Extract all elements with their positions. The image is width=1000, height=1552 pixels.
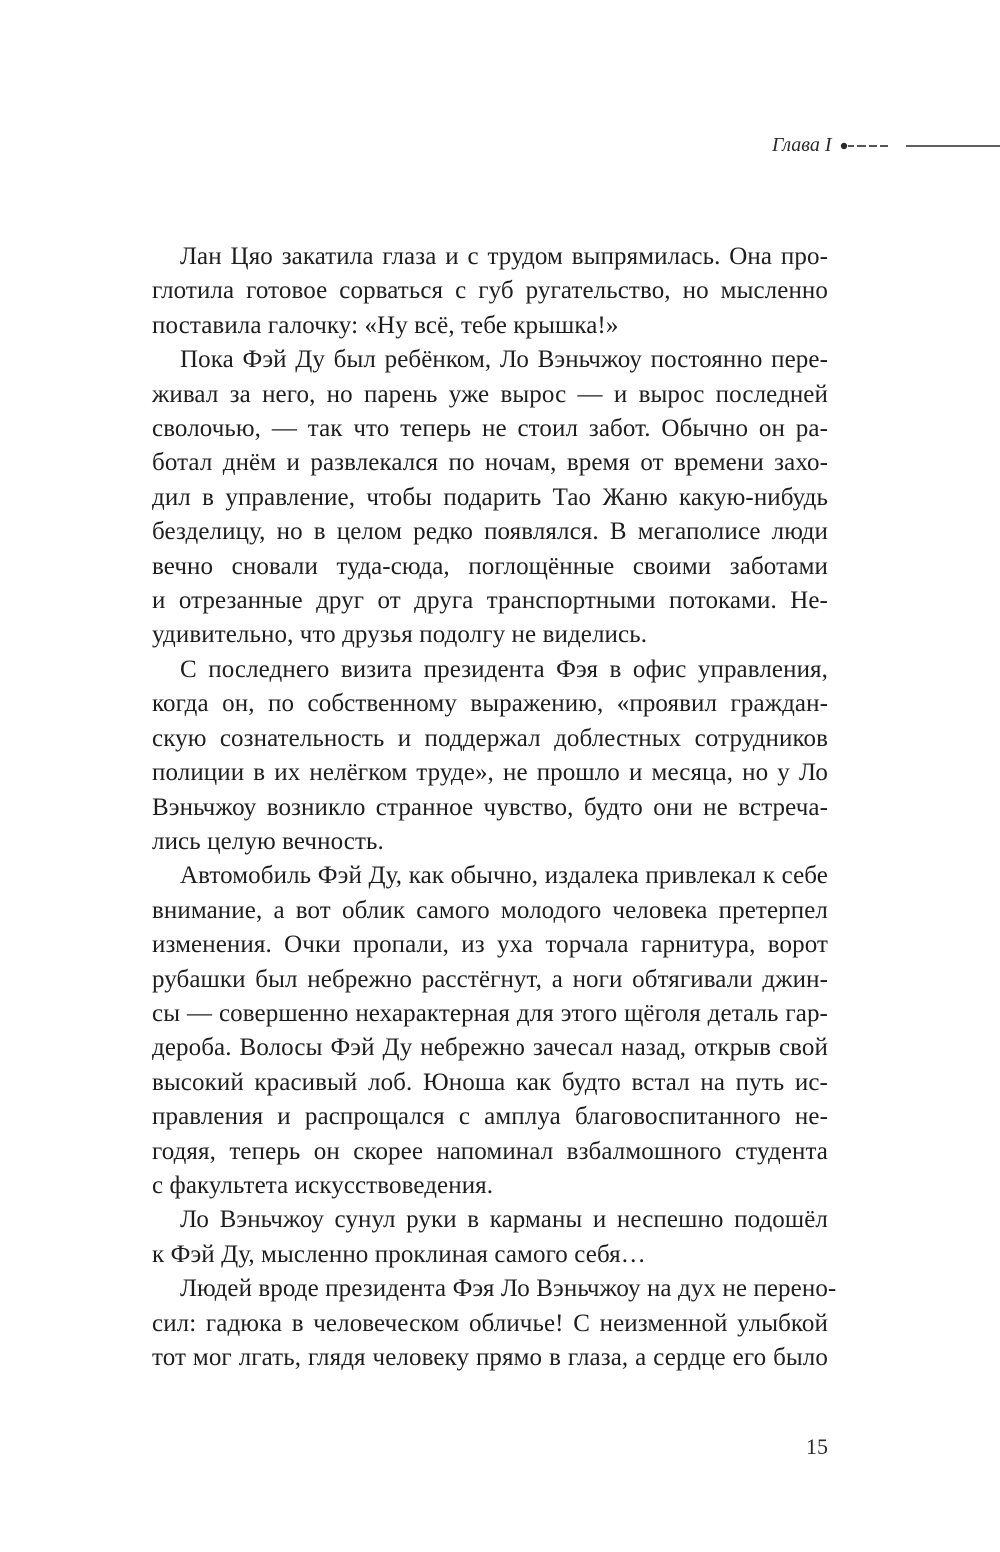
chapter-label: Глава I <box>772 134 832 156</box>
text-line: Лан Цяо закатила глаза и с трудом выпрямилась. Она про- <box>180 243 828 270</box>
text-line: дероба. Волосы Фэй Ду небрежно зачесал назад, открыв свой <box>152 1034 828 1062</box>
text-line: дил в управление, чтобы подарить Тао Жаню какую-нибудь <box>152 483 828 511</box>
paragraph <box>152 343 828 653</box>
text-line: лись целую вечность. <box>152 827 384 855</box>
text-line: вечно сновали туда-сюда, поглощённые своими заботами <box>152 552 828 580</box>
text-line: ботал днём и развлекался по ночам, время от времени захо- <box>152 449 828 477</box>
paragraph <box>152 653 828 859</box>
text-line: с факультета искусствоведения. <box>152 1171 494 1199</box>
paragraph <box>152 240 828 343</box>
text-line: правления и распрощался с амплуа благовоспитанного не- <box>152 1103 828 1131</box>
text-line: когда он, по собственному выражению, «проявил граждан- <box>152 690 828 718</box>
running-head <box>740 133 1000 161</box>
text-line: сволочью, — так что теперь не стоил забот. Обычно он ра- <box>152 415 828 443</box>
text-line: Людей вроде президента Фэя Ло Вэньчжоу на дух не перено- <box>180 1275 837 1303</box>
text-line: сы — совершенно нехарактерная для этого щёголя деталь гар- <box>152 999 828 1027</box>
paragraph <box>152 859 828 1203</box>
paragraph <box>152 1272 837 1375</box>
text-line: безделицу, но в целом редко появлялся. В мегаполисе люди <box>152 518 828 546</box>
text-line: рубашки был небрежно расстёгнут, а ноги обтягивали джин- <box>152 965 828 993</box>
header-rule-ornament <box>832 135 1000 157</box>
page-number: 15 <box>806 1434 828 1459</box>
text-line: удивительно, что друзья подолгу не виделись. <box>152 621 648 649</box>
text-line: Вэньчжоу возникло странное чувство, будто они не встреча- <box>152 793 828 821</box>
text-line: и отрезанные друг от друга транспортными потоками. Не- <box>152 587 828 615</box>
text-line: полиции в их нелёгком труде», не прошло и месяца, но у Ло <box>152 759 828 787</box>
text-line: Пока Фэй Ду был ребёнком, Ло Вэньчжоу постоянно пере- <box>180 346 828 374</box>
text-line: поставила галочку: «Ну всё, тебе крышка!» <box>152 311 619 339</box>
text-line: изменения. Очки пропали, из уха торчала гарнитура, ворот <box>152 931 828 959</box>
text-line: живал за него, но парень уже вырос — и вырос последней <box>152 380 828 408</box>
text-line: внимание, а вот облик самого молодого человека претерпел <box>152 896 828 924</box>
text-line: Ло Вэньчжоу сунул руки в карманы и неспешно подошёл <box>180 1206 828 1234</box>
text-line: сил: гадюка в человеческом обличье! С неизменной улыбкой <box>152 1309 828 1337</box>
text-line: тот мог лгать, глядя человеку прямо в глаза, а сердце его было <box>152 1344 828 1371</box>
text-line: к Фэй Ду, мысленно проклиная самого себя… <box>152 1240 646 1268</box>
text-line: высокий красивый лоб. Юноша как будто встал на путь ис- <box>152 1068 828 1096</box>
body-text <box>152 240 837 1375</box>
text-line: глотила готовое сорваться с губ ругательство, но мысленно <box>152 277 828 305</box>
text-line: С последнего визита президента Фэя в офис управления, <box>180 655 828 683</box>
paragraph <box>152 1203 828 1272</box>
text-line: скую сознательность и поддержал доблестных сотрудников <box>152 724 828 752</box>
text-line: годяя, теперь он скорее напоминал взбалмошного студента <box>152 1137 828 1165</box>
text-line: Автомобиль Фэй Ду, как обычно, издалека привлекал к себе <box>180 862 828 890</box>
